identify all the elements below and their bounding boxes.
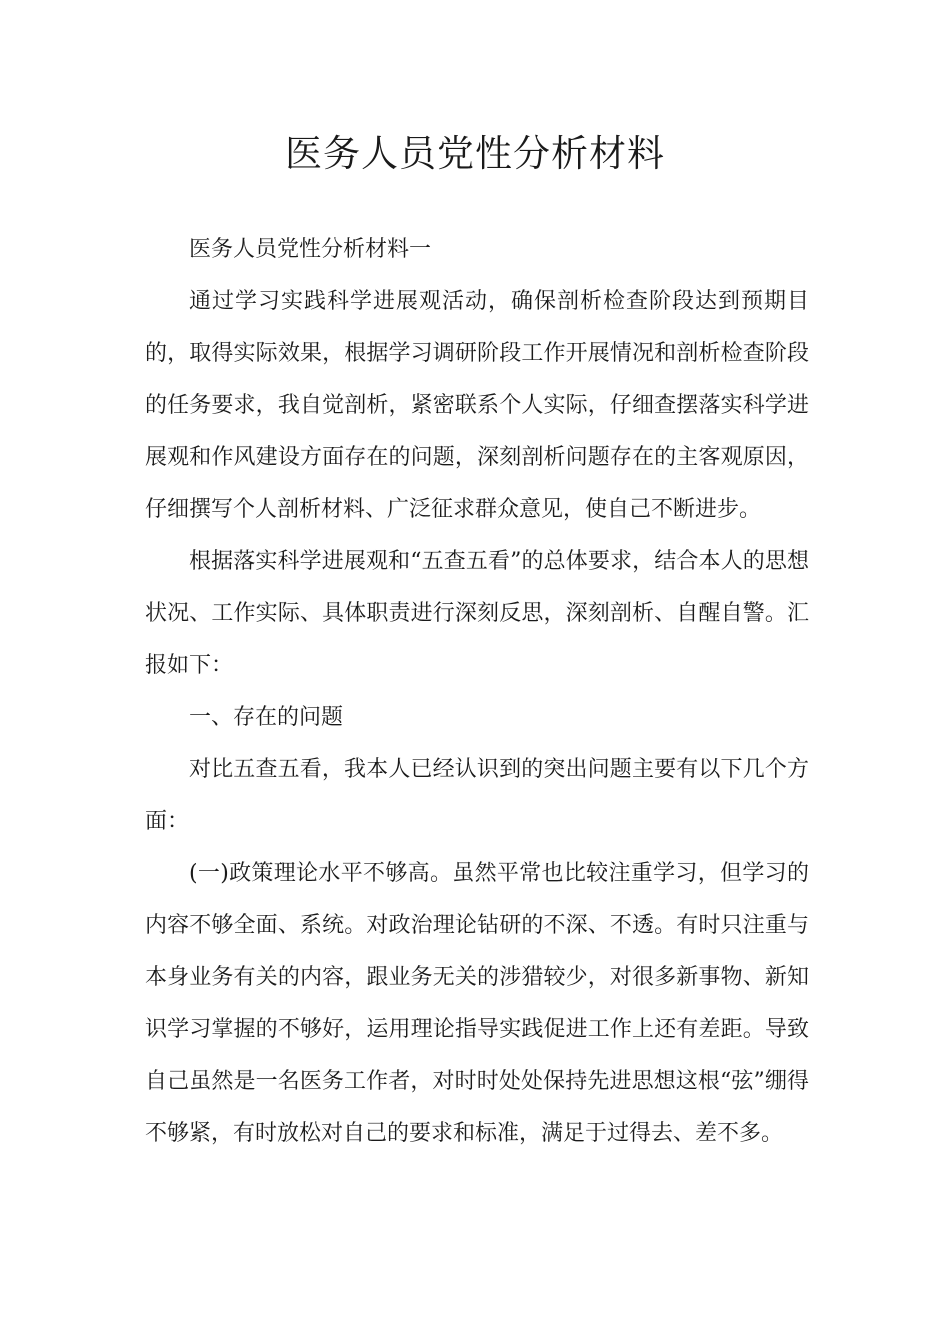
paragraph-requirements: 根据落实科学进展观和“五查五看”的总体要求，结合本人的思想状况、工作实际、具体职责进行深刻反思，深刻剖析、自醒自警。汇报如下： bbox=[145, 549, 809, 678]
paragraph-comparison: 对比五查五看，我本人已经认识到的突出问题主要有以下几个方面： bbox=[145, 757, 809, 834]
section-heading-problems: 一、存在的问题 bbox=[189, 705, 344, 730]
paragraph-point-one: (一)政策理论水平不够高。虽然平常也比较注重学习，但学习的内容不够全面、系统。对政治理论钻研的不深、不透。有时只注重与本身业务有关的内容，跟业务无关的涉猎较少，对很多新事物、新知识学习掌握的不够好，运用理论指导实践促进工作上还有差距。导致自己虽然是一名医务工作者，对时时处处保持先进思想这根“弦”绷得不够紧，有时放松对自己的要求和标准，满足于过得去、差不多。 bbox=[145, 861, 809, 1146]
paragraph-subtitle: 医务人员党性分析材料一 bbox=[189, 237, 432, 262]
document-title: 医务人员党性分析材料 bbox=[285, 132, 665, 175]
document-body bbox=[145, 224, 809, 1160]
paragraph-intro: 通过学习实践科学进展观活动，确保剖析检查阶段达到预期目的，取得实际效果，根据学习调研阶段工作开展情况和剖析检查阶段的任务要求，我自觉剖析，紧密联系个人实际，仔细查摆落实科学进展观和作风建设方面存在的问题，深刻剖析问题存在的主客观原因，仔细撰写个人剖析材料、广泛征求群众意见，使自己不断进步。 bbox=[145, 289, 809, 522]
